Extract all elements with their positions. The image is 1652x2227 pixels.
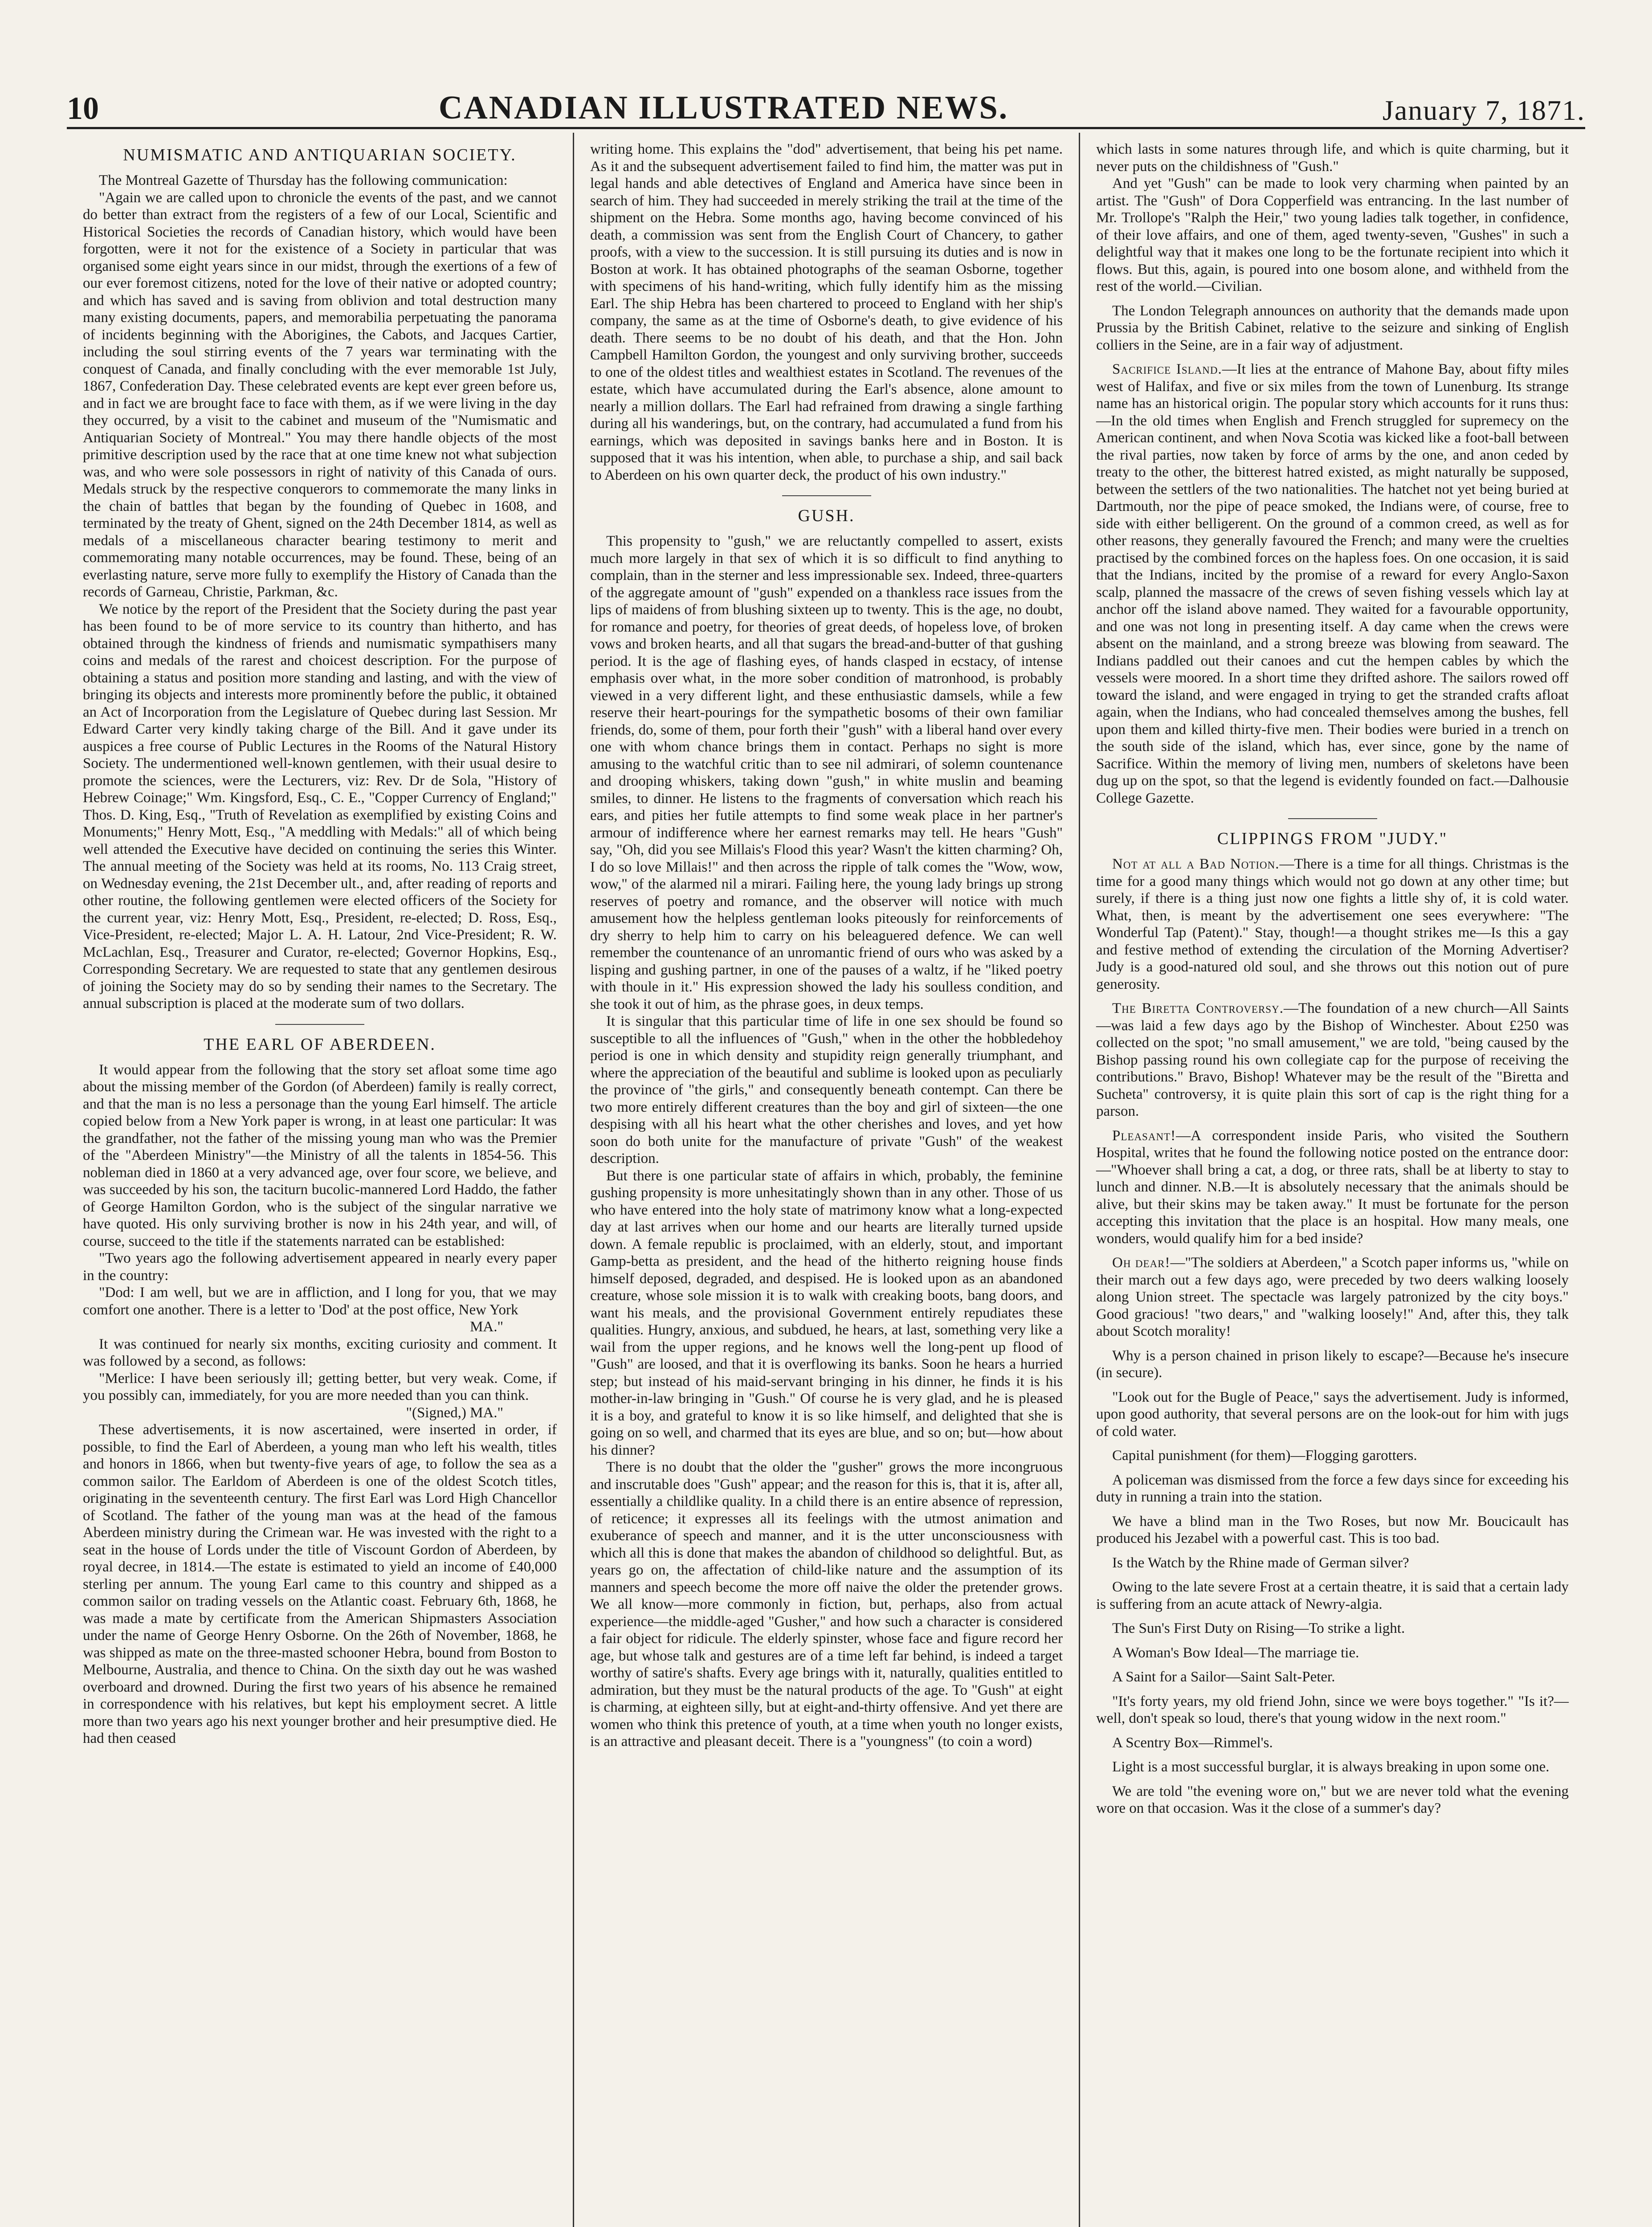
column-3 — [1079, 133, 1585, 2227]
article-continuation: which lasts in some natures through life, and which is quite charming, but it never puts on the childishness of "Gush." — [1096, 141, 1569, 175]
clipping: Light is a most successful burglar, it is always breaking in upon some one. — [1112, 1759, 1550, 1775]
article-paragraph: It would appear from the following that the story set afloat some time ago about the missing member of the Gordon (of Aberdeen) family is really correct, and that the man is no less a personage than the young Earl himself. The article copied below from a New York paper is wrong, in at least one particular: It was the grandfather, not the father of the missing young man who was the Premier of the "Aberdeen Ministry"—the Ministry of all the talents in 1854-56. This nobleman died in 1860 at a very advanced age, over four score, we believe, and was succeeded by his son, the taciturn bucolic-mannered Lord Haddo, the father of George Hamilton Gordon, who is the subject of the singular narrative we have quoted. His only surviving brother is now in his 24th year, and will, of course, succeed to the title if the statements narrated can be established: — [83, 1061, 557, 1249]
issue-date: January 7, 1871. — [1382, 94, 1585, 126]
section-divider — [782, 495, 871, 496]
item-body: —The foundation of a new church—All Saints—was laid a few days ago by the Bishop of Winchester. About £250 was collected on the spot; "no small amusement," we are told, "being caused by the Bishop passing round his own collegiate cap for the purpose of receiving the contributions." Bravo, Bishop! Whatever may be the result of the "Biretta and Sucheta" controversy, it is quite plain this sort of cap is the right thing for a parson. — [1096, 1000, 1569, 1119]
article-paragraph: "Again we are called upon to chronicle the events of the past, and we cannot do better than extract from the registers of a few of our Local, Scientific and Historical Societies the records of Canadian history, which would have been forgotten, were it not for the existence of a Society in particular that was organised some eight years since in our midst, through the exertions of a few of our ever foremost citizens, noted for the love of their native or adopted country; and which has saved and is saving from oblivion and total destruction many many existing documents, papers, and memorabilia perpetuating the panorama of incidents beginning with the Aborigines, the Cabots, and Jacques Cartier, including the soul stirring events of the 7 years war terminating with the conquest of Canada, and finally concluding with the ever memorable 1st July, 1867, Confederation Day. These celebrated events are kept ever green before us, and in fact we are brought face to face with them, as if we were living in the day they occurred, by a visit to the cabinet and museum of the "Numismatic and Antiquarian Society of Montreal." You may there handle objects of the most primitive description used by the race that at one time knew not what subjection was, and who were sole possessors in right of nativity of this Canada of ours. Medals struck by the respective conquerors to commemorate the many links in the chain of battles that began by the founding of Quebec in 1608, and terminated by the treaty of Ghent, signed on the 24th December 1814, as well as medals of a miscellaneous character bearing testimony to merit and commemorating many notable occurrences, may be found. These, being of an everlasting nature, serve more fully to exemplify the History of Canada than the records of Garneau, Christie, Parkman, &c. — [83, 189, 557, 600]
item-body: —"The soldiers at Aberdeen," a Scotch paper informs us, "while on their march out a few days ago, were preceded by two deers walking loosely along Union street. The spectacle was largely patronized by the city boys." Good gracious! "two dears," and "walking loosely!" And, after this, they talk about Scotch morality! — [1096, 1255, 1569, 1339]
page-number: 10 — [67, 90, 99, 126]
clipping: A Scentry Box—Rimmel's. — [1112, 1734, 1273, 1751]
section-divider — [1288, 818, 1377, 819]
item-body: —It lies at the entrance of Mahone Bay, about fifty miles west of Halifax, and five or six miles from the town of Lunenburg. Its strange name has an historical origin. The popular story which accounts for it runs thus:—In the old times when English and French struggled for supremecy on the American continent, and when Nova Scotia was kicked like a foot-ball between the rival parties, now taken by force of arms by the one, and anon ceded by treaty to the other, the bitterest hatred existed, as might naturally be supposed, between the settlers of the two nationalities. The hatchet not yet being buried at Dartmouth, nor the pipe of peace smoked, the Indians were, of course, free to side with either belligerent. On the ground of a common creed, as well as for other reasons, they generally favoured the French; and many were the cruelties practised by the combined forces on the hapless foes. On one occasion, it is said that the Indians, incited by the promise of a reward for every Anglo-Saxon scalp, planned the massacre of the crews of seven fishing vessels which lay at anchor off the island above named. They waited for a favourable opportunity, and one was not long in presenting itself. A day came when the crews were absent on the mainland, and a strong breeze was blowing from seaward. The Indians paddled out their canoes and cut the hempen cables by which the vessels were moored. In a short time they drifted ashore. The sailors rowed off toward the island, and were engaged in trying to get the stranded crafts afloat again, when the Indians, who had concealed themselves among the bushes, fell upon them and killed thirty-five men. Their bodies were buried in a trench on the south side of the island, which has, ever since, gone by the name of Sacrifice. Within the memory of living men, numbers of skeletons have been dug up on the spot, so that the legend is evidently founded on fact.—Dalhousie College Gazette. — [1096, 361, 1569, 806]
news-item-sacrifice-island — [1096, 361, 1569, 807]
article-judy-clippings — [1096, 829, 1569, 1817]
masthead — [67, 78, 1585, 129]
clipping: A Saint for a Sailor—Saint Salt-Peter. — [1112, 1669, 1335, 1685]
column-1 — [67, 133, 573, 2227]
clipping — [1096, 856, 1569, 993]
clipping: The Sun's First Duty on Rising—To strike a light. — [1112, 1620, 1405, 1636]
article-paragraph: There is no doubt that the older the "gusher" grows the more incongruous and inscrutable does "Gush" appear; and the reason for this is, that it is, after all, essentially a childlike quality. In a child there is an entire absence of repression, of reticence; it expresses all its feelings with the utmost animation and exuberance of speech and manner, and it is the utter unconsciousness with which all this is done that makes the abandon of childhood so delightful. But, as years go on, the affectation of child-like nature and the assumption of its manners and speech become the more off naive the older the pretender grows. We all know—more commonly in fiction, but, perhaps, also from actual experience—the middle-aged "Gusher," and how such a character is considered a fair object for ridicule. The elderly spinster, whose face and figure record her age, but whose talk and gestures are of a time left far behind, is indeed a target worthy of satire's shafts. Every age brings with it, naturally, qualities entitled to admiration, but they must be the natural products of the age. To "Gush" at eight is charming, at eighteen silly, but at eight-and-thirty offensive. And yet there are women who think this pretence of youth, at a time when youth no longer exists, is an attractive and pleasant deceit. There is a "youngness" (to coin a word) — [590, 1459, 1063, 1750]
article-paragraph: And yet "Gush" can be made to look very charming when painted by an artist. The "Gush" of Dora Copperfield was entrancing. In the last number of Mr. Trollope's "Ralph the Heir," two young ladies talk together, in confidence, of their love affairs, and one of them, aged twenty-seven, "Gushes" in such a delightful way that it makes one long to be the fortunate recipient into which it flows. But this, again, is poured into one bosom alone, and withheld from the rest of the world.—Civilian. — [1096, 175, 1569, 294]
item-lead: Pleasant! — [1112, 1127, 1176, 1144]
clipping: Capital punishment (for them)—Flogging garotters. — [1112, 1448, 1417, 1464]
article-continuation: writing home. This explains the "dod" advertisement, that being his pet name. As it and the subsequent advertisement failed to find him, the matter was put in legal hands and able detectives of England and America have since been in search of him. They had succeeded in merely striking the trail at the time of the shipment on the Hebra. Some months ago, having become convinced of his death, a commission was sent from the English Court of Chancery, to gather proofs, with a view to the succession. It is still pursuing its duties and is now in Boston at work. It has obtained photographs of the seaman Osborne, together with specimens of his hand-writing, which fully identify him as the missing Earl. The ship Hebra has been chartered to proceed to England with her ship's company, the same as at the time of Osborne's death, to give evidence of his death. There seems to be no doubt of his death, and that the Hon. John Campbell Hamilton Gordon, the youngest and only surviving brother, succeeds to one of the oldest titles and wealthiest estates in Scotland. The revenues of the estate, which have accumulated during the Earl's absence, alone amount to nearly a million dollars. The Earl had refrained from drawing a single farthing during all his wanderings, but, on the contrary, had accumulated a fund from his earnings, which was deposited in savings banks here and in Boston. It is supposed that it was his intention, when able, to purchase a ship, and sail back to Aberdeen on his own quarter deck, the product of his own industry." — [590, 141, 1063, 483]
item-body: —There is a time for all things. Christmas is the time for a good many things which would not go down at any other time; but surely, if there is a thing just now one fights a little shy of, it is cold water. What, then, is meant by the advertisement one sees everywhere: "The Wonderful Tap (Patent)." Stay, though!—a thought strikes me—Is this a gay and festive method of extending the circulation of the Morning Advertiser? Judy is a good-natured old soul, and she throws out this notion out of pure generosity. — [1096, 856, 1569, 992]
headline-judy: CLIPPINGS FROM "JUDY." — [1217, 829, 1448, 848]
item-lead: Not at all a Bad Notion. — [1112, 856, 1280, 872]
clipping — [1096, 1000, 1569, 1120]
signature: MA." — [470, 1319, 503, 1335]
column-2 — [573, 133, 1079, 2227]
article-paragraph: But there is one particular state of affairs in which, probably, the feminine gushing propensity is more unhesitatingly shown than in any other. Those of us who have entered into the holy state of matrimony know what a long-expected day at last arrives when our home and our hearts are literally turned upside down. A female republic is proclaimed, with an elderly, stout, and important Gamp-betta as president, and the head of the hitherto reigning house finds himself deposed, degraded, and despised. He is looked upon as an abandoned creature, whose sole mission it is to walk with creaking boots, bang doors, and want his meals, and the provisional Government entirely repudiates these qualities. Hungry, anxious, and subdued, he hears, at last, something very like a wail from the upper regions, and he knows well the long-pent up flood of "Gush" are loosed, and that it is overflowing its banks. Soon he hears a hurried step; but instead of his maid-servant bringing in his dinner, he finds it is his mother-in-law bringing in "Gush." Of course he is very glad, and he is pleased it is a boy, and grateful to know it is so like himself, and delighted that she is going on so well, and charmed that its eyes are blue, and so on; but—how about his dinner? — [590, 1167, 1063, 1458]
clipping: We have a blind man in the Two Roses, but now Mr. Boucicault has produced his Jezabel with a powerful cast. This is too bad. — [1096, 1513, 1569, 1546]
columns — [67, 133, 1585, 2227]
article-aberdeen — [83, 1035, 557, 1747]
article-paragraph: It was continued for nearly six months, exciting curiosity and comment. It was followed by a second, as follows: — [83, 1336, 557, 1369]
article-paragraph: This propensity to "gush," we are reluctantly compelled to assert, exists much more largely in that sex of which it is so difficult to find anything to complain, than in the sterner and less impressionable sex. Indeed, three-quarters of the aggregate amount of "gush" expended on a thankless race issues from the lips of maidens of from blushing sixteen up to twenty. This is the age, no doubt, for romance and poetry, for theories of great deeds, of hopeless love, of broken vows and broken hearts, and all that sugars the bread-and-butter of that gushing period. It is the age of flashing eyes, of hands clasped in ecstacy, of intense emphasis over what, in the more sober condition of matronhood, is probably viewed in a very different light, and these enthusiastic damsels, while a few reserve their heart-pourings for the sympathetic bosoms of their own familiar friends, do, some of them, pour forth their "gush" with a liberal hand over every one with whom chance brings them in contact. Perhaps no sight is more amusing to the watchful critic than to see nil admirari, of solemn countenance and drooping whiskers, taking down "gush," in white muslin and beaming smiles, to dinner. He listens to the fragments of conversation which reach his ears, and pities her futile attempts to find some weak place in her partner's armour of indifference where her earnest remarks may tell. He hears "Gush" say, "Oh, did you see Millais's Flood this year? Wasn't the kitten charming? Oh, I do so love Millais!" and then across the ripple of talk comes the "Wow, wow, wow," of the alarmed nil a mirari. Failing here, the young lady brings up strong reserves of poetry and romance, and the observer will notice with much amusement how the helpless gentleman looks piteously for reinforcements of dry sherry to help him to carry on his beleaguered defence. We can well remember the countenance of an unromantic friend of ours who was asked by a lisping and gushing partner, in one of the pauses of a waltz, if he "liked poetry with thoule in it." His expression showed the lady his soulless condition, and she took it out of him, as the phrase goes, in deux temps. — [590, 533, 1063, 1012]
clipping: "It's forty years, my old friend John, since we were boys together." "Is it?—well, don't speak so loud, there's that young widow in the next room." — [1096, 1693, 1569, 1726]
section-divider — [275, 1024, 364, 1025]
clipping — [1096, 1254, 1569, 1340]
clipping: Owing to the late severe Frost at a certain theatre, it is said that a certain lady is suffering from an acute attack of Newry-algia. — [1096, 1579, 1569, 1612]
article-gush — [590, 506, 1063, 1750]
advertisement-quote: "Merlice: I have been seriously ill; getting better, but very weak. Come, if you possibly can, immediately, for you are more needed than you can think. — [83, 1370, 557, 1403]
item-lead: Sacrifice Island. — [1112, 361, 1222, 377]
clipping: Why is a person chained in prison likely to escape?—Because he's insecure (in secure). — [1096, 1347, 1569, 1381]
clipping: A policeman was dismissed from the force a few days since for exceeding his duty in running a train into the station. — [1096, 1472, 1569, 1505]
article-paragraph: "Two years ago the following advertisement appeared in nearly every paper in the country: — [83, 1250, 557, 1284]
headline-numismatic: NUMISMATIC AND ANTIQUARIAN SOCIETY. — [123, 146, 517, 164]
newspaper-title: CANADIAN ILLUSTRATED NEWS. — [438, 90, 1009, 126]
clipping: We are told "the evening wore on," but we are never told what the evening wore on that occasion. Was it the close of a summer's day? — [1096, 1783, 1569, 1816]
article-numismatic — [83, 145, 557, 1012]
clipping: "Look out for the Bugle of Peace," says the advertisement. Judy is informed, upon good authority, that several persons are on the look-out for him with jugs of cold water. — [1096, 1389, 1569, 1440]
clipping: A Woman's Bow Ideal—The marriage tie. — [1112, 1644, 1359, 1661]
article-paragraph: It is singular that this particular time of life in one sex should be found so susceptible to all the influences of "Gush," when in the other the hobbledehoy period is one in which density and stupidity reign generally triumphant, and where the appreciation of the beautiful and sublime is looked upon as peculiarly the province of "the girls," and consequently beneath contempt. Can there be two more entirely different creatures than the boy and girl of sixteen—the one despising with all his heart what the other cherishes and loves, and yet how soon do both unite for the manufacture of private "Gush" of the weakest description. — [590, 1013, 1063, 1167]
clipping — [1096, 1127, 1569, 1248]
article-paragraph: These advertisements, it is now ascertained, were inserted in order, if possible, to find the Earl of Aberdeen, a young man who left his wealth, titles and honors in 1866, when but twenty-five years of age, to follow the sea as a common sailor. The Earldom of Aberdeen is one of the oldest Scotch titles, originating in the seventeenth century. The first Earl was Lord High Chancellor of Scotland. The father of the young man was at the head of the famous Aberdeen ministry during the Crimean war. He was invested with the right to a seat in the house of Lords under the title of Viscount Gordon of Aberdeen, by royal decree, in 1814.—The estate is estimated to yield an income of £40,000 sterling per annum. The young Earl came to this country and shipped as a common sailor on trading vessels on the Atlantic coast. February 6th, 1868, he was made a mate by certificate from the American Shipmasters Association under the name of George Henry Osborne. On the 26th of November, 1868, he was shipped as mate on the three-masted schooner Hebra, bound from Boston to Melbourne, Australia, and thence to China. On the sixth day out he was washed overboard and drowned. During the first two years of his absence he remained in correspondence with his relatives, but kept his employment secret. A little more than two years ago his next younger brother and heir presumptive died. He had then ceased — [83, 1422, 557, 1746]
item-lead: Oh dear! — [1112, 1255, 1171, 1271]
headline-gush: GUSH. — [798, 506, 855, 525]
item-body: —A correspondent inside Paris, who visited the Southern Hospital, writes that he found the following notice posted on the entrance door:—"Whoever shall bring a cat, a dog, or three rats, shall be at liberty to stay to lunch and dinner. N.B.—It is absolutely necessary that the animals should be alive, but their skins may be taken away." It must be fortunate for the person accepting this invitation that the place is an hospital. How many meals, one wonders, would qualify him for a bed inside? — [1096, 1127, 1569, 1247]
signature: "(Signed,) MA." — [406, 1404, 503, 1421]
clipping: Is the Watch by the Rhine made of German silver? — [1112, 1554, 1409, 1571]
article-paragraph: We notice by the report of the President that the Society during the past year has been found to be of more service to its country than hitherto, and has obtained through the kindness of friends and numismatic sympathisers many coins and medals of the rarest and choicest description. For the purpose of obtaining a status and position more standing and lasting, and with the view of bringing its objects and interests more prominently before the public, it obtained an Act of Incorporation from the Legislature of Quebec during last Session. Mr Edward Carter very kindly taking charge of the Bill. And it gave under its auspices a free course of Public Lectures in the Rooms of the Natural History Society. The undermentioned well-known gentlemen, with their usual desire to promote the sciences, were the Lecturers, viz: Rev. Dr de Sola, "History of Hebrew Coinage;" Wm. Kingsford, Esq., C. E., "Copper Currency of England;" Thos. D. King, Esq., "Truth of Revelation as exemplified by existing Coins and Monuments;" Henry Mott, Esq., "A meddling with Medals:" all of which being well attended the Executive have decided on continuing the series this Winter. The annual meeting of the Society was held at its rooms, No. 113 Craig street, on Wednesday evening, the 21st December ult., and, after reading of reports and other routine, the following gentlemen were elected officers of the Society for the current year, viz: Henry Mott, Esq., President, re-elected; D. Ross, Esq., Vice-President, re-elected; Major L. A. H. Latour, 2nd Vice-President; R. W. McLachlan, Esq., Treasurer and Curator, re-elected; Governor Hopkins, Esq., Corresponding Secretary. We are requested to state that any gentlemen desirous of joining the Society may do so by sending their names to the Secretary. The annual subscription is placed at the moderate sum of two dollars. — [83, 601, 557, 1012]
news-item-telegraph: The London Telegraph announces on authority that the demands made upon Prussia by the British Cabinet, relative to the seizure and sinking of English colliers in the Seine, are in a fair way of adjustment. — [1096, 302, 1569, 353]
headline-aberdeen: THE EARL OF ABERDEEN. — [204, 1035, 436, 1054]
item-lead: The Biretta Controversy. — [1112, 1000, 1284, 1016]
article-intro: The Montreal Gazette of Thursday has the following communication: — [99, 172, 508, 188]
advertisement-quote: "Dod: I am well, but we are in affliction, and I long for you, that we may comfort one another. There is a letter to 'Dod' at the post office, New York — [83, 1285, 557, 1318]
